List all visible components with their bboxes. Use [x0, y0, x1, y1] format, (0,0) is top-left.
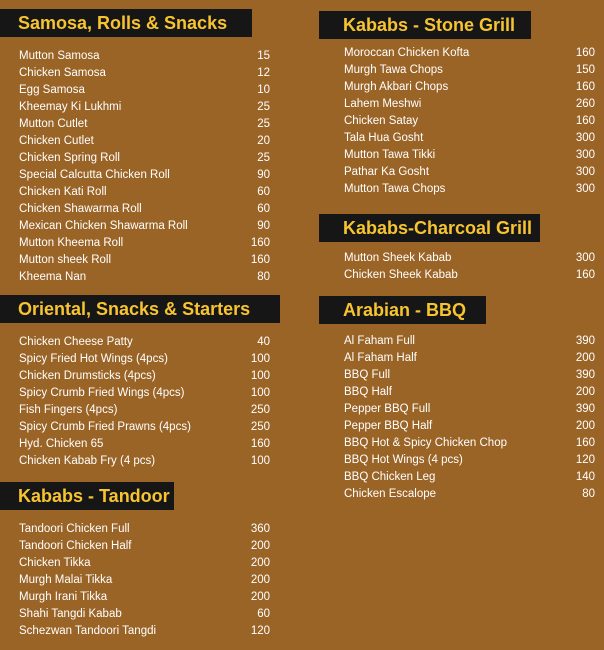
menu-item-name: Murgh Tawa Chops — [344, 64, 443, 76]
menu-item-price: 100 — [250, 455, 270, 467]
menu-item — [19, 419, 270, 436]
menu-item — [344, 62, 595, 79]
menu-list — [19, 521, 270, 640]
menu-item — [344, 147, 595, 164]
menu-item-name: Pathar Ka Gosht — [344, 166, 430, 178]
menu-list — [344, 45, 595, 198]
section-title: Kababs-Charcoal Grill — [319, 214, 540, 242]
menu-item-name: Mutton Tawa Chops — [344, 183, 446, 195]
menu-item-name: Chicken Cheese Patty — [19, 336, 133, 348]
menu-item — [19, 218, 270, 235]
menu-item-price: 80 — [582, 488, 595, 500]
menu-item-price: 120 — [575, 454, 595, 466]
menu-item-name: Spicy Crumb Fried Prawns (4pcs) — [19, 421, 191, 433]
menu-item-name: BBQ Hot Wings (4 pcs) — [344, 454, 463, 466]
section-kababs-charcoal-grill — [319, 214, 595, 284]
menu-item — [344, 486, 595, 503]
menu-item — [19, 538, 270, 555]
menu-list — [344, 333, 595, 503]
menu-item — [344, 418, 595, 435]
menu-item-price: 200 — [575, 386, 595, 398]
menu-item — [19, 252, 270, 269]
menu-item-name: Murgh Akbari Chops — [344, 81, 449, 93]
menu-item-name: Chicken Cutlet — [19, 135, 94, 147]
menu-item — [19, 48, 270, 65]
menu-item-name: Moroccan Chicken Kofta — [344, 47, 470, 59]
menu-item-name: Kheema Nan — [19, 271, 87, 283]
section-title: Kababs - Tandoor — [0, 482, 174, 510]
menu-item — [344, 250, 595, 267]
menu-item-name: Chicken Sheek Kabab — [344, 269, 458, 281]
menu-item — [19, 572, 270, 589]
menu-item-name: BBQ Hot & Spicy Chicken Chop — [344, 437, 507, 449]
menu-item-name: Chicken Samosa — [19, 67, 106, 79]
menu-item — [344, 45, 595, 62]
menu-item-price: 160 — [575, 47, 595, 59]
menu-item-price: 60 — [257, 203, 270, 215]
menu-item — [344, 469, 595, 486]
menu-item-name: Al Faham Full — [344, 335, 415, 347]
menu-item-name: Chicken Spring Roll — [19, 152, 120, 164]
menu-item-name: Mutton Kheema Roll — [19, 237, 124, 249]
menu-item — [19, 606, 270, 623]
menu-item-name: Chicken Drumsticks (4pcs) — [19, 370, 156, 382]
menu-item-name: Mexican Chicken Shawarma Roll — [19, 220, 188, 232]
section-oriental-snacks-starters — [0, 295, 280, 470]
menu-item-name: Kheemay Ki Lukhmi — [19, 101, 122, 113]
menu-item-name: Al Faham Half — [344, 352, 417, 364]
menu-item-price: 200 — [250, 540, 270, 552]
section-samosa-rolls-snacks — [0, 9, 270, 286]
menu-item — [344, 181, 595, 198]
menu-list — [19, 48, 270, 286]
menu-item — [344, 130, 595, 147]
menu-item-name: BBQ Chicken Leg — [344, 471, 436, 483]
menu-item — [19, 167, 270, 184]
menu-item-price: 160 — [250, 254, 270, 266]
menu-item — [19, 99, 270, 116]
menu-item-name: Spicy Fried Hot Wings (4pcs) — [19, 353, 168, 365]
menu-item-name: Lahem Meshwi — [344, 98, 422, 110]
menu-list — [19, 334, 270, 470]
menu-item — [19, 368, 270, 385]
section-title: Arabian - BBQ — [319, 296, 486, 324]
menu-item-price: 260 — [575, 98, 595, 110]
menu-item-price: 200 — [250, 591, 270, 603]
menu-item — [19, 385, 270, 402]
section-title: Oriental, Snacks & Starters — [0, 295, 280, 323]
menu-list — [344, 250, 595, 284]
menu-item-price: 300 — [575, 132, 595, 144]
menu-item — [344, 384, 595, 401]
menu-item-name: Murgh Irani Tikka — [19, 591, 108, 603]
section-title: Kababs - Stone Grill — [319, 11, 531, 39]
menu-item-price: 60 — [257, 608, 270, 620]
menu-item — [344, 367, 595, 384]
menu-item-name: Fish Fingers (4pcs) — [19, 404, 118, 416]
menu-item-price: 25 — [257, 152, 270, 164]
menu-item-name: Mutton sheek Roll — [19, 254, 112, 266]
menu-item-name: Mutton Sheek Kabab — [344, 252, 452, 264]
menu-item — [19, 521, 270, 538]
menu-item — [344, 164, 595, 181]
menu-item-price: 15 — [257, 50, 270, 62]
menu-item-price: 160 — [250, 438, 270, 450]
menu-item — [19, 116, 270, 133]
menu-item-price: 60 — [257, 186, 270, 198]
menu-item-name: Egg Samosa — [19, 84, 85, 96]
menu-item — [344, 435, 595, 452]
menu-item-price: 100 — [250, 387, 270, 399]
menu-item-name: Mutton Cutlet — [19, 118, 88, 130]
menu-item-name: Chicken Satay — [344, 115, 419, 127]
menu-item-price: 360 — [250, 523, 270, 535]
menu-item — [344, 96, 595, 113]
section-arabian-bbq — [319, 296, 595, 503]
menu-item-price: 160 — [575, 437, 595, 449]
menu-item-name: Spicy Crumb Fried Wings (4pcs) — [19, 387, 185, 399]
menu-item-price: 200 — [250, 574, 270, 586]
menu-item-price: 390 — [575, 335, 595, 347]
menu-item — [19, 133, 270, 150]
menu-item-name: Mutton Samosa — [19, 50, 100, 62]
menu-item-price: 300 — [575, 149, 595, 161]
menu-item-price: 90 — [257, 220, 270, 232]
menu-item-price: 300 — [575, 166, 595, 178]
menu-item-price: 390 — [575, 369, 595, 381]
menu-item-price: 250 — [250, 421, 270, 433]
section-kababs-tandoor — [0, 482, 270, 640]
menu-item — [19, 150, 270, 167]
menu-item-name: Pepper BBQ Full — [344, 403, 431, 415]
menu-item — [19, 235, 270, 252]
menu-item-price: 90 — [257, 169, 270, 181]
menu-item — [19, 334, 270, 351]
menu-item-price: 160 — [575, 81, 595, 93]
menu-item-price: 10 — [257, 84, 270, 96]
menu-item-name: Tandoori Chicken Full — [19, 523, 130, 535]
menu-item-name: Murgh Malai Tikka — [19, 574, 113, 586]
menu-item — [19, 436, 270, 453]
section-kababs-stone-grill — [319, 11, 595, 198]
section-title: Samosa, Rolls & Snacks — [0, 9, 252, 37]
menu-item — [19, 201, 270, 218]
menu-item-name: Hyd. Chicken 65 — [19, 438, 104, 450]
menu-item-price: 160 — [250, 237, 270, 249]
menu-item-name: Chicken Tikka — [19, 557, 91, 569]
menu-item-name: Shahi Tangdi Kabab — [19, 608, 122, 620]
menu-item — [19, 184, 270, 201]
menu-item — [344, 401, 595, 418]
menu-item — [19, 555, 270, 572]
menu-item-price: 200 — [575, 420, 595, 432]
menu-item — [344, 113, 595, 130]
menu-item — [19, 589, 270, 606]
menu-item — [19, 82, 270, 99]
menu-item — [19, 65, 270, 82]
menu-item-name: Schezwan Tandoori Tangdi — [19, 625, 157, 637]
menu-item-price: 160 — [575, 269, 595, 281]
menu-item-price: 25 — [257, 101, 270, 113]
menu-item-name: Chicken Shawarma Roll — [19, 203, 142, 215]
menu-item-price: 200 — [250, 557, 270, 569]
menu-item-name: BBQ Full — [344, 369, 391, 381]
menu-item-name: BBQ Half — [344, 386, 392, 398]
menu-item — [19, 269, 270, 286]
menu-item-name: Mutton Tawa Tikki — [344, 149, 436, 161]
menu-item — [344, 79, 595, 96]
menu-item — [19, 453, 270, 470]
menu-item-name: Tandoori Chicken Half — [19, 540, 132, 552]
menu-item — [344, 267, 595, 284]
menu-item-price: 250 — [250, 404, 270, 416]
menu-item-price: 300 — [575, 183, 595, 195]
menu-item-price: 140 — [575, 471, 595, 483]
menu-item-price: 300 — [575, 252, 595, 264]
menu-item-price: 40 — [257, 336, 270, 348]
menu-item-price: 100 — [250, 370, 270, 382]
menu-item-price: 150 — [575, 64, 595, 76]
menu-item-name: Tala Hua Gosht — [344, 132, 424, 144]
menu-item-name: Pepper BBQ Half — [344, 420, 433, 432]
menu-item-price: 80 — [257, 271, 270, 283]
menu-item-price: 200 — [575, 352, 595, 364]
menu-item-name: Chicken Escalope — [344, 488, 437, 500]
menu-item — [19, 623, 270, 640]
menu-item-price: 100 — [250, 353, 270, 365]
menu-item-price: 20 — [257, 135, 270, 147]
menu-item-price: 25 — [257, 118, 270, 130]
menu-item — [19, 402, 270, 419]
menu-item — [344, 452, 595, 469]
menu-item — [344, 333, 595, 350]
menu-item-price: 390 — [575, 403, 595, 415]
menu-item-price: 120 — [250, 625, 270, 637]
menu-item — [19, 351, 270, 368]
menu-item-name: Special Calcutta Chicken Roll — [19, 169, 170, 181]
menu-item — [344, 350, 595, 367]
menu-item-name: Chicken Kabab Fry (4 pcs) — [19, 455, 156, 467]
menu-item-price: 160 — [575, 115, 595, 127]
menu-item-name: Chicken Kati Roll — [19, 186, 107, 198]
menu-item-price: 12 — [257, 67, 270, 79]
